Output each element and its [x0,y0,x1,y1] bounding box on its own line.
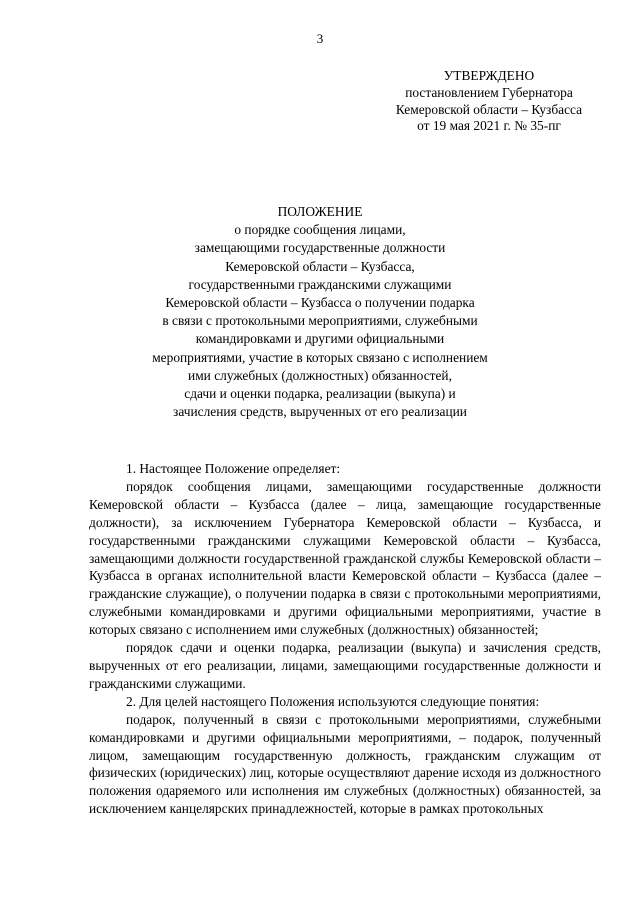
document-body [89,460,601,818]
title-line: зачисления средств, вырученных от его реализации [173,404,467,420]
approval-line: постановлением Губернатора [405,84,573,100]
title-line: Кемеровской области – Кузбасса, [225,258,415,274]
title-line: мероприятиями, участие в которых связано с исполнением [152,349,488,365]
approval-line: Кемеровской области – Кузбасса [395,101,583,117]
body-paragraph: 1. Настоящее Положение определяет: [126,461,341,476]
body-paragraph: порядок сообщения лицами, замещающими государственные должности Кемеровской области – Кузбасса (далее – лица, замещающие государственные должности), за исключением Губернатора Кемеровской области – Кузбасса, и государственными гражданскими служащими Кемеровской области – Кузбасса, замещающими должности государственной гражданской службы Кемеровской области – Кузбасса в органах исполнительной власти Кемеровской области – Кузбасса (далее – гражданские служащие), о получении подарка в связи с протокольными мероприятиями, служебными командировками и другими официальными мероприятиями, участие в которых связано с исполнением ими служебных (должностных) обязанностей; [89,478,601,638]
title-line: государственными гражданскими служащими [188,276,452,292]
title-line: сдачи и оценки подарка, реализации (выкупа) и [184,386,456,402]
title-line: ими служебных (должностных) обязанностей, [188,367,452,383]
body-paragraph: подарок, полученный в связи с протокольными мероприятиями, служебными командировками и другими официальными мероприятиями, – подарок, полученный лицом, замещающим государственную должность, гражданским служащим от физических (юридических) лиц, которые осуществляют дарение исходя из должностного положения одаряемого или исполнения им служебных (должностных) обязанностей, за исключением канцелярских принадлежностей, которые в рамках протокольных [89,711,601,817]
approval-date: от 19 мая 2021 г. № 35-пг [417,118,561,134]
body-paragraph: 2. Для целей настоящего Положения используются следующие понятия: [126,693,540,709]
approval-stamp [370,68,608,135]
title-line: в связи с протокольными мероприятиями, служебными [162,313,478,329]
title-line: Кемеровской области – Кузбасса о получении подарка [165,295,475,311]
title-line: замещающими государственные должности [194,240,446,256]
title-line: о порядке сообщения лицами, [234,222,406,238]
title-line: командировками и другими официальными [195,331,445,347]
page-number: 3 [316,31,324,46]
title-heading: ПОЛОЖЕНИЕ [277,204,363,219]
document-title [0,203,640,421]
body-paragraph: порядок сдачи и оценки подарка, реализации (выкупа) и зачисления средств, вырученных от его реализации, лицами, замещающими государственные должности и гражданскими служащими. [89,640,601,691]
approval-heading: УТВЕРЖДЕНО [443,68,535,83]
